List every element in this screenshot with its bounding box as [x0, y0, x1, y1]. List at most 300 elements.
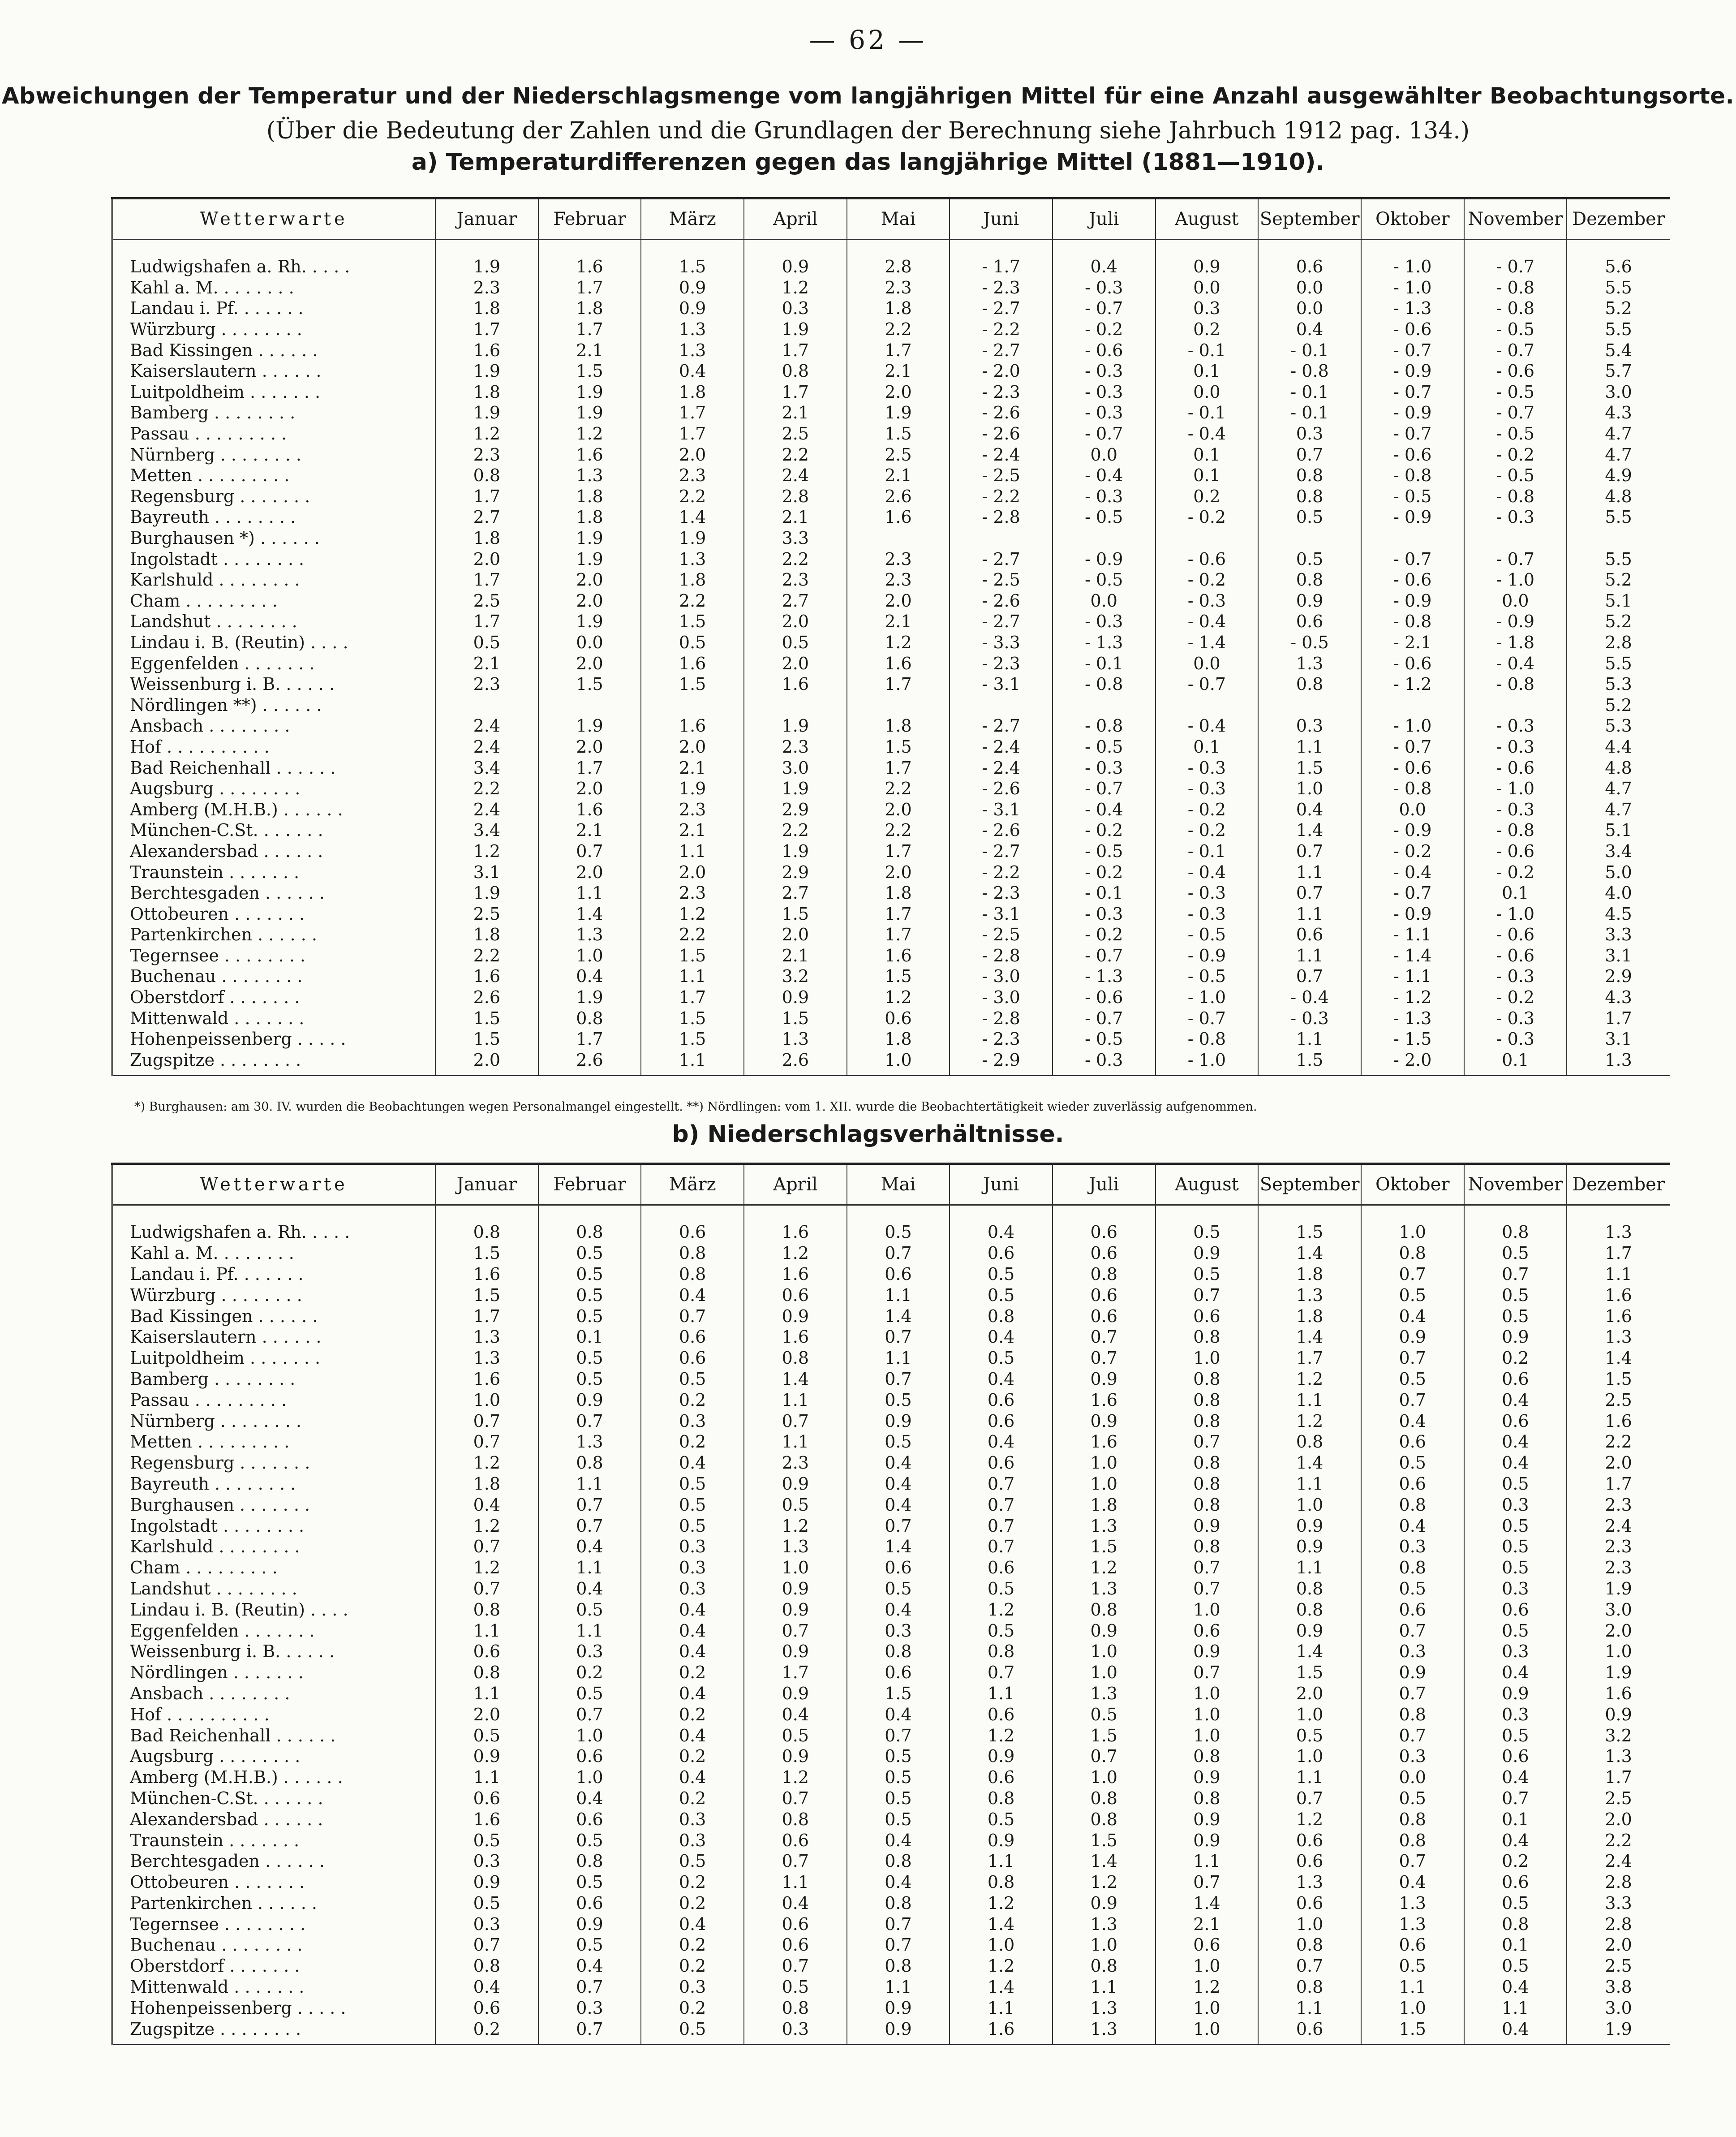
value-cell: - 0.3 — [1156, 903, 1259, 924]
header-month: Oktober — [1361, 1164, 1464, 1205]
station-name: Metten . . . . . . . . . — [130, 1432, 290, 1452]
value-cell: 2.3 — [847, 548, 950, 569]
value-cell: 0.9 — [744, 1641, 847, 1662]
value-cell: 2.0 — [538, 778, 641, 799]
value-cell: 5.1 — [1567, 590, 1670, 612]
table-row — [112, 1620, 1670, 1641]
value-cell: 5.2 — [1567, 298, 1670, 319]
value-cell: 0.8 — [1464, 1913, 1567, 1935]
value-cell: - 0.7 — [1464, 240, 1567, 277]
value-cell — [1156, 528, 1259, 549]
header-month: März — [641, 198, 744, 240]
station-name: Alexandersbad . . . . . . — [130, 1809, 323, 1829]
value-cell: - 0.2 — [1156, 569, 1259, 590]
value-cell: 0.1 — [1156, 361, 1259, 382]
temperature-table — [111, 197, 1670, 1076]
value-cell — [1053, 694, 1156, 715]
value-cell: - 3.0 — [950, 966, 1053, 987]
value-cell: 0.7 — [1258, 966, 1361, 987]
value-cell: 0.3 — [641, 1809, 744, 1830]
value-cell: 0.2 — [641, 1746, 744, 1767]
value-cell: 0.7 — [950, 1536, 1053, 1557]
value-cell: 1.3 — [538, 465, 641, 486]
value-cell: 2.0 — [1567, 1452, 1670, 1473]
value-cell: - 0.3 — [1156, 778, 1259, 799]
value-cell: 1.7 — [435, 569, 538, 590]
value-cell: 2.5 — [847, 444, 950, 465]
value-cell: 1.7 — [1567, 1243, 1670, 1264]
section-b-title: b) Niederschlagsverhältnisse. — [672, 1121, 1064, 1148]
value-cell: 0.8 — [1156, 1473, 1259, 1495]
table-row — [112, 1431, 1670, 1452]
value-cell: - 0.3 — [1053, 486, 1156, 507]
station-name: Hohenpeissenberg . . . . . — [130, 1998, 346, 2018]
value-cell: - 0.9 — [1361, 507, 1464, 528]
table-row — [112, 2018, 1670, 2044]
value-cell: - 0.5 — [1053, 1029, 1156, 1050]
value-cell: 2.8 — [1567, 1913, 1670, 1935]
value-cell: 0.8 — [950, 1641, 1053, 1662]
value-cell: 0.7 — [435, 1431, 538, 1452]
value-cell: - 2.8 — [950, 507, 1053, 528]
station-name: Oberstdorf . . . . . . . — [130, 1956, 300, 1976]
station-name: Kaiserslautern . . . . . . — [130, 1327, 322, 1347]
value-cell: 0.5 — [1464, 1956, 1567, 1977]
value-cell: 1.0 — [1156, 1683, 1259, 1704]
value-cell: 1.7 — [847, 903, 950, 924]
value-cell: 0.4 — [641, 361, 744, 382]
value-cell: 0.7 — [1053, 1746, 1156, 1767]
value-cell: 2.2 — [641, 486, 744, 507]
value-cell: 1.9 — [538, 382, 641, 403]
value-cell: 0.1 — [1156, 444, 1259, 465]
value-cell: 2.0 — [847, 382, 950, 403]
value-cell: 1.2 — [435, 1557, 538, 1578]
value-cell: - 2.8 — [950, 945, 1053, 966]
value-cell: 0.8 — [1464, 1205, 1567, 1243]
value-cell: 1.3 — [1361, 1893, 1464, 1914]
value-cell — [641, 694, 744, 715]
value-cell: 1.6 — [1053, 1389, 1156, 1410]
value-cell: 0.9 — [950, 1746, 1053, 1767]
value-cell: 1.2 — [1258, 1410, 1361, 1431]
value-cell: 0.0 — [1361, 799, 1464, 820]
table-row — [112, 1767, 1670, 1788]
value-cell: 0.8 — [641, 1264, 744, 1285]
value-cell: - 0.1 — [1053, 653, 1156, 674]
value-cell: 0.9 — [1156, 1809, 1259, 1830]
table-row — [112, 778, 1670, 799]
value-cell: 0.4 — [641, 1683, 744, 1704]
value-cell: - 2.7 — [950, 298, 1053, 319]
value-cell: 1.8 — [1258, 1305, 1361, 1327]
value-cell: 2.6 — [435, 987, 538, 1008]
value-cell: 0.5 — [435, 632, 538, 653]
header-month: August — [1156, 198, 1259, 240]
value-cell: 5.2 — [1567, 611, 1670, 632]
value-cell: 2.1 — [1156, 1913, 1259, 1935]
value-cell — [1464, 528, 1567, 549]
station-name: Luitpoldheim . . . . . . . — [130, 1348, 321, 1368]
value-cell: 1.1 — [435, 1620, 538, 1641]
value-cell: - 0.7 — [1053, 1008, 1156, 1029]
value-cell: - 0.1 — [1156, 841, 1259, 862]
value-cell: 2.3 — [744, 569, 847, 590]
station-name: Kahl a. M. . . . . . . . — [130, 277, 294, 297]
value-cell: - 0.3 — [1156, 757, 1259, 778]
value-cell: - 0.4 — [1464, 653, 1567, 674]
value-cell: - 0.8 — [1464, 674, 1567, 695]
header-month: November — [1464, 198, 1567, 240]
value-cell: 2.0 — [1567, 1620, 1670, 1641]
value-cell: 0.5 — [1156, 1205, 1259, 1243]
value-cell: 0.7 — [847, 1935, 950, 1956]
station-name: Ingolstadt . . . . . . . . — [130, 549, 305, 569]
value-cell: - 1.0 — [1464, 903, 1567, 924]
value-cell: - 0.2 — [1464, 987, 1567, 1008]
station-name: Ludwigshafen a. Rh. . . . . — [130, 1222, 350, 1242]
value-cell: - 0.3 — [1464, 507, 1567, 528]
value-cell: 0.8 — [1156, 1410, 1259, 1431]
value-cell: - 0.2 — [1053, 820, 1156, 841]
value-cell: 0.7 — [950, 1473, 1053, 1495]
page-title: Abweichungen der Temperatur und der Niederschlagsmenge vom langjährigen Mittel für eine Anzahl ausgewählter Beobachtungsorte. — [1, 83, 1735, 109]
value-cell: - 0.8 — [1156, 1029, 1259, 1050]
value-cell: 2.3 — [435, 674, 538, 695]
value-cell: - 0.7 — [1156, 674, 1259, 695]
value-cell: - 2.2 — [950, 486, 1053, 507]
value-cell: 2.5 — [435, 590, 538, 612]
value-cell: 2.2 — [435, 778, 538, 799]
table-row — [112, 757, 1670, 778]
value-cell: 0.7 — [538, 1410, 641, 1431]
value-cell: 1.6 — [744, 1205, 847, 1243]
table-row — [112, 240, 1670, 277]
value-cell: 1.8 — [847, 883, 950, 904]
value-cell: 1.0 — [1258, 1704, 1361, 1725]
value-cell: 2.8 — [744, 486, 847, 507]
value-cell: - 0.3 — [1053, 903, 1156, 924]
table-row — [112, 883, 1670, 904]
value-cell: - 0.2 — [1156, 799, 1259, 820]
value-cell: 3.0 — [1567, 382, 1670, 403]
value-cell: 5.0 — [1567, 862, 1670, 883]
value-cell: - 0.3 — [1053, 277, 1156, 298]
value-cell: 0.5 — [847, 1389, 950, 1410]
value-cell: - 1.8 — [1464, 632, 1567, 653]
station-name: Burghausen *) . . . . . . — [130, 528, 320, 548]
station-name: Ottobeuren . . . . . . . — [130, 904, 305, 924]
value-cell: 0.8 — [538, 1851, 641, 1872]
value-cell: 1.1 — [1258, 1473, 1361, 1495]
value-cell: 1.7 — [847, 757, 950, 778]
value-cell: 1.1 — [744, 1431, 847, 1452]
value-cell: 2.5 — [1567, 1788, 1670, 1809]
value-cell: - 0.9 — [1361, 903, 1464, 924]
value-cell: 0.9 — [744, 1599, 847, 1620]
value-cell: 0.4 — [950, 1431, 1053, 1452]
value-cell: 4.7 — [1567, 444, 1670, 465]
value-cell: 1.3 — [1567, 1205, 1670, 1243]
value-cell: 2.8 — [1567, 1872, 1670, 1893]
value-cell: - 0.4 — [1156, 611, 1259, 632]
value-cell: 1.3 — [641, 319, 744, 340]
table-row — [112, 1008, 1670, 1029]
header-month: Mai — [847, 198, 950, 240]
value-cell: 0.8 — [1361, 1830, 1464, 1851]
value-cell: 1.2 — [847, 632, 950, 653]
value-cell: - 0.9 — [1361, 402, 1464, 423]
value-cell: - 2.4 — [950, 757, 1053, 778]
value-cell: 1.6 — [744, 1327, 847, 1348]
value-cell: 2.1 — [641, 820, 744, 841]
value-cell: 0.5 — [641, 1515, 744, 1536]
table-row — [112, 1389, 1670, 1410]
value-cell: 1.0 — [1156, 1997, 1259, 2018]
value-cell: 1.4 — [1258, 1327, 1361, 1348]
value-cell: 0.5 — [538, 1830, 641, 1851]
table-row — [112, 1788, 1670, 1809]
table-row — [112, 1050, 1670, 1076]
value-cell: 0.8 — [1258, 1977, 1361, 1998]
value-cell: 1.6 — [1567, 1284, 1670, 1305]
value-cell: 0.8 — [538, 1452, 641, 1473]
value-cell: 0.8 — [950, 1305, 1053, 1327]
page-number: — 62 — — [809, 25, 927, 55]
station-name: Bad Kissingen . . . . . . — [130, 340, 318, 360]
value-cell: 0.6 — [641, 1327, 744, 1348]
station-name: Weissenburg i. B. . . . . . — [130, 1642, 335, 1662]
value-cell: 0.8 — [744, 1997, 847, 2018]
value-cell: 0.3 — [1156, 298, 1259, 319]
value-cell: 1.7 — [641, 402, 744, 423]
value-cell: 0.5 — [847, 1767, 950, 1788]
value-cell — [847, 528, 950, 549]
value-cell: 1.5 — [1053, 1536, 1156, 1557]
value-cell: 2.9 — [1567, 966, 1670, 987]
value-cell: 1.7 — [744, 382, 847, 403]
value-cell: 1.6 — [641, 653, 744, 674]
value-cell: 0.7 — [1361, 1389, 1464, 1410]
table-row — [112, 1264, 1670, 1285]
value-cell: 1.4 — [1053, 1851, 1156, 1872]
value-cell: - 2.3 — [950, 883, 1053, 904]
header-month: August — [1156, 1164, 1259, 1205]
value-cell: 1.0 — [1156, 1704, 1259, 1725]
value-cell: - 0.8 — [1464, 486, 1567, 507]
value-cell: 0.4 — [1053, 240, 1156, 277]
value-cell: - 0.6 — [1361, 319, 1464, 340]
value-cell: 1.9 — [435, 883, 538, 904]
value-cell: 0.3 — [1361, 1536, 1464, 1557]
table-row — [112, 1704, 1670, 1725]
value-cell: 1.6 — [435, 1369, 538, 1390]
station-name: Ansbach . . . . . . . . — [130, 716, 290, 736]
value-cell: 1.9 — [744, 319, 847, 340]
value-cell: 0.5 — [1464, 1620, 1567, 1641]
value-cell: 1.9 — [435, 240, 538, 277]
value-cell: 0.7 — [744, 1851, 847, 1872]
value-cell: 0.8 — [538, 1205, 641, 1243]
station-name: Partenkirchen . . . . . . — [130, 1893, 317, 1913]
value-cell: 0.6 — [435, 1997, 538, 2018]
value-cell: 0.9 — [435, 1872, 538, 1893]
value-cell: 0.4 — [744, 1704, 847, 1725]
value-cell: 1.7 — [538, 757, 641, 778]
station-name: Cham . . . . . . . . . — [130, 590, 278, 611]
value-cell: 0.5 — [641, 1851, 744, 1872]
value-cell: 3.1 — [1567, 945, 1670, 966]
value-cell: 2.1 — [641, 757, 744, 778]
value-cell: 0.6 — [1464, 1599, 1567, 1620]
value-cell: 0.8 — [1053, 1599, 1156, 1620]
value-cell: 1.6 — [435, 340, 538, 361]
value-cell: 1.5 — [1567, 1369, 1670, 1390]
station-name: Zugspitze . . . . . . . . — [130, 2019, 301, 2039]
value-cell: 1.5 — [435, 1029, 538, 1050]
value-cell: - 0.7 — [1464, 340, 1567, 361]
value-cell: 0.7 — [1156, 1872, 1259, 1893]
value-cell: - 0.5 — [1156, 966, 1259, 987]
header-wetterwarte: Wetterwarte — [112, 198, 435, 240]
value-cell: 0.6 — [1053, 1305, 1156, 1327]
value-cell: 0.3 — [641, 1410, 744, 1431]
value-cell: 0.9 — [1156, 1641, 1259, 1662]
value-cell: 1.3 — [1567, 1746, 1670, 1767]
value-cell: 1.1 — [435, 1683, 538, 1704]
value-cell: 2.3 — [847, 277, 950, 298]
table-row — [112, 1893, 1670, 1914]
value-cell: 2.1 — [538, 340, 641, 361]
value-cell: 3.4 — [435, 757, 538, 778]
value-cell: 4.8 — [1567, 757, 1670, 778]
value-cell: 1.9 — [1567, 2018, 1670, 2044]
value-cell: - 0.7 — [1361, 423, 1464, 444]
value-cell: 1.2 — [744, 277, 847, 298]
value-cell: 1.1 — [641, 841, 744, 862]
value-cell: - 0.7 — [1053, 778, 1156, 799]
value-cell: 1.9 — [744, 715, 847, 737]
value-cell: 1.3 — [744, 1536, 847, 1557]
station-name: Zugspitze . . . . . . . . — [130, 1050, 301, 1070]
table-row — [112, 1872, 1670, 1893]
value-cell: - 1.0 — [1156, 1050, 1259, 1076]
value-cell: 0.6 — [1156, 1935, 1259, 1956]
value-cell: 0.3 — [435, 1851, 538, 1872]
value-cell: 0.6 — [1361, 1599, 1464, 1620]
station-name: Berchtesgaden . . . . . . — [130, 883, 325, 903]
value-cell: 2.3 — [1567, 1536, 1670, 1557]
value-cell: 1.6 — [950, 2018, 1053, 2044]
value-cell: 0.7 — [538, 1515, 641, 1536]
value-cell: - 1.2 — [1361, 987, 1464, 1008]
value-cell: 0.3 — [1464, 1641, 1567, 1662]
value-cell: 2.0 — [435, 548, 538, 569]
value-cell: 0.9 — [744, 1683, 847, 1704]
value-cell: 0.5 — [1361, 1452, 1464, 1473]
value-cell: 1.7 — [538, 277, 641, 298]
value-cell: 0.4 — [1464, 1431, 1567, 1452]
value-cell: 1.2 — [847, 987, 950, 1008]
station-name: Karlshuld . . . . . . . . — [130, 1537, 300, 1557]
value-cell: - 0.6 — [1361, 653, 1464, 674]
value-cell: 0.4 — [1464, 1830, 1567, 1851]
value-cell: 0.5 — [1464, 1725, 1567, 1746]
value-cell: 1.5 — [847, 1683, 950, 1704]
value-cell: 1.8 — [1258, 1264, 1361, 1285]
value-cell: 0.0 — [1156, 382, 1259, 403]
header-month: Juli — [1053, 1164, 1156, 1205]
value-cell: 0.5 — [1156, 1264, 1259, 1285]
value-cell: 2.0 — [744, 653, 847, 674]
value-cell: 0.8 — [1258, 465, 1361, 486]
value-cell: 2.0 — [744, 924, 847, 945]
value-cell: 0.4 — [538, 1536, 641, 1557]
value-cell: 1.9 — [538, 528, 641, 549]
value-cell: 0.2 — [1156, 319, 1259, 340]
value-cell: - 0.4 — [1156, 423, 1259, 444]
table-row — [112, 841, 1670, 862]
table-row — [112, 1494, 1670, 1515]
value-cell: 0.5 — [1464, 1515, 1567, 1536]
value-cell: - 0.8 — [1361, 778, 1464, 799]
value-cell: 0.5 — [538, 1935, 641, 1956]
value-cell: - 0.3 — [1053, 611, 1156, 632]
station-name: Amberg (M.H.B.) . . . . . . — [130, 1767, 343, 1788]
value-cell: 0.5 — [1258, 1725, 1361, 1746]
value-cell: - 0.9 — [1361, 590, 1464, 612]
value-cell: 1.6 — [847, 653, 950, 674]
table-row — [112, 486, 1670, 507]
value-cell: - 0.7 — [1361, 737, 1464, 758]
station-name: Luitpoldheim . . . . . . . — [130, 382, 321, 402]
value-cell: 1.1 — [847, 1284, 950, 1305]
value-cell: 0.4 — [641, 1620, 744, 1641]
value-cell: 0.0 — [1053, 590, 1156, 612]
value-cell: 1.7 — [744, 1662, 847, 1683]
table-row — [112, 1369, 1670, 1390]
value-cell: 2.0 — [435, 1050, 538, 1076]
value-cell: 3.3 — [1567, 1893, 1670, 1914]
value-cell: 1.6 — [435, 966, 538, 987]
value-cell: - 0.4 — [1258, 987, 1361, 1008]
station-name: Burghausen . . . . . . . — [130, 1495, 310, 1515]
value-cell: 0.7 — [1258, 1788, 1361, 1809]
value-cell: 0.2 — [641, 1788, 744, 1809]
value-cell: 0.7 — [1258, 883, 1361, 904]
value-cell: 1.4 — [950, 1913, 1053, 1935]
value-cell: 0.7 — [1361, 1620, 1464, 1641]
value-cell: 0.9 — [1053, 1620, 1156, 1641]
table-row — [112, 1599, 1670, 1620]
value-cell: 1.3 — [538, 924, 641, 945]
table-row — [112, 1536, 1670, 1557]
header-month: September — [1258, 198, 1361, 240]
station-name: Nürnberg . . . . . . . . — [130, 1411, 301, 1431]
value-cell: 0.3 — [1464, 1704, 1567, 1725]
value-cell: - 0.3 — [1053, 361, 1156, 382]
value-cell: - 0.9 — [1053, 548, 1156, 569]
value-cell — [950, 694, 1053, 715]
header-month: Juni — [950, 198, 1053, 240]
value-cell: 1.8 — [435, 298, 538, 319]
table-row — [112, 1327, 1670, 1348]
station-name: Regensburg . . . . . . . — [130, 1453, 310, 1473]
value-cell: 2.2 — [435, 945, 538, 966]
value-cell: 1.4 — [1258, 820, 1361, 841]
value-cell: 2.0 — [744, 611, 847, 632]
value-cell: 0.9 — [538, 1913, 641, 1935]
